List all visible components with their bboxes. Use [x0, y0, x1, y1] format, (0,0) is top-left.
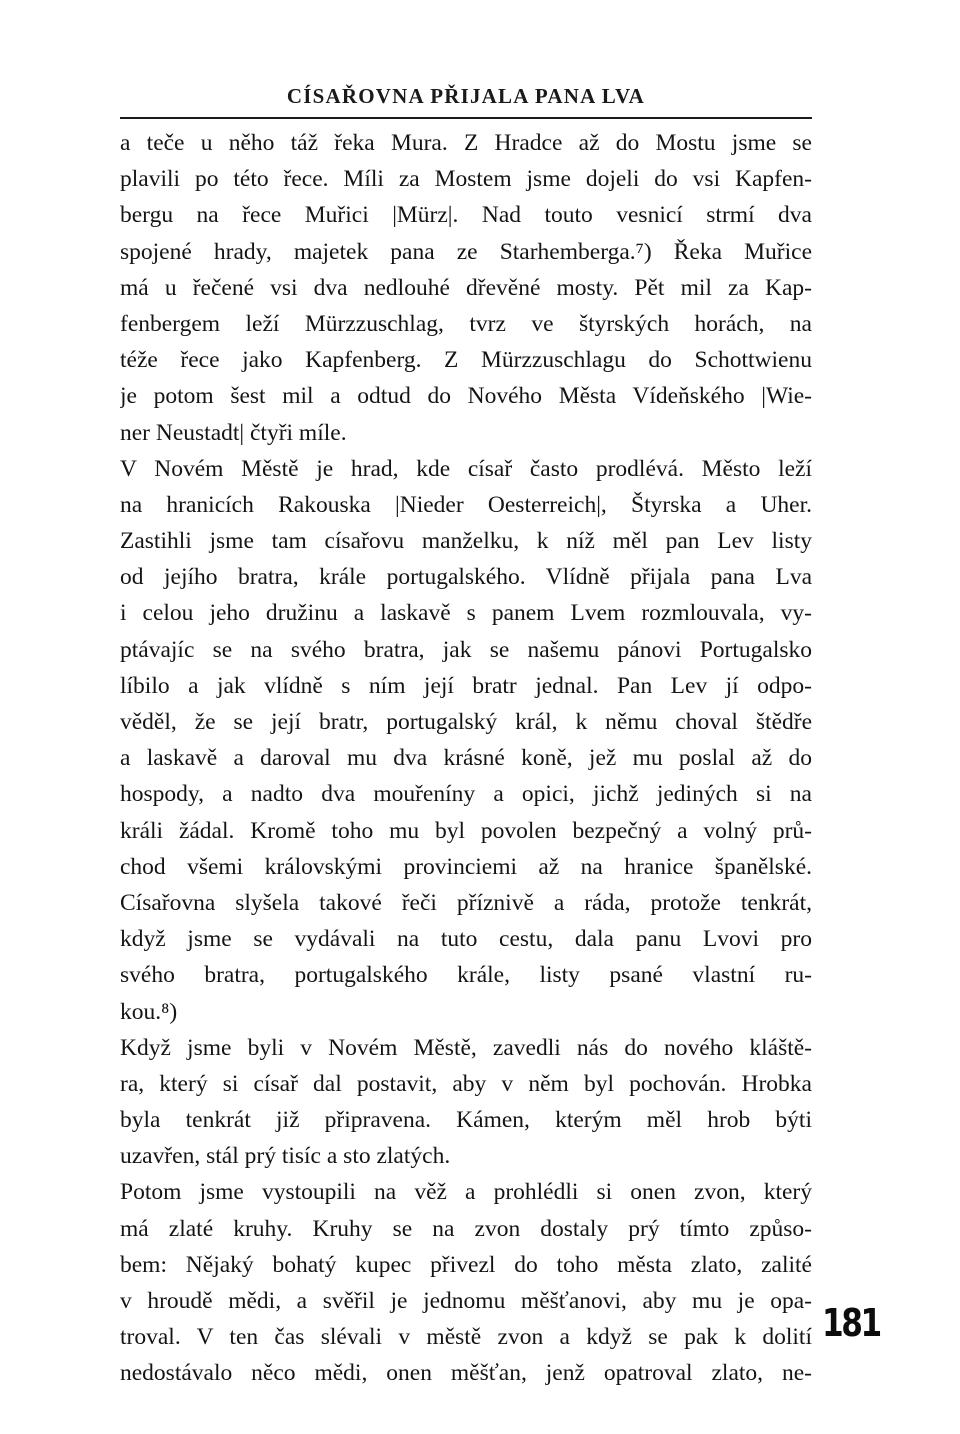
text-line: má zlaté kruhy. Kruhy se na zvon dostaly prý tímto způso- [120, 1215, 812, 1242]
text-line: od jejího bratra, krále portugalského. Vlídně přijala pana Lva [120, 564, 812, 591]
text-line: V Novém Městě je hrad, kde císař často prodlévá. Město leží [120, 455, 812, 482]
text-line: bem: Nějaký bohatý kupec přivezl do toho města zlato, zalité [120, 1251, 812, 1278]
text-line: chod všemi královskými provinciemi až na hranice španělské. [120, 853, 812, 880]
text-line: kou.⁸) [120, 998, 178, 1025]
text-line: byla tenkrát již připravena. Kámen, kterým měl hrob býti [120, 1107, 812, 1134]
text-line: fenbergem leží Mürzzuschlag, tvrz ve štyrských horách, na [120, 310, 812, 337]
text-line: nedostávalo něco mědi, onen měšťan, jenž opatroval zlato, ne- [120, 1360, 812, 1387]
text-line: spojené hrady, majetek pana ze Starhemberga.⁷) Řeka Muřice [120, 238, 812, 265]
text-line: a laskavě a daroval mu dva krásné koně, jež mu poslal až do [120, 745, 812, 772]
text-line: ner Neustadt| čtyři míle. [120, 419, 347, 446]
text-line: Zastihli jsme tam císařovu manželku, k níž měl pan Lev listy [120, 528, 812, 555]
text-line: ra, který si císař dal postavit, aby v něm byl pochován. Hrobka [120, 1070, 812, 1097]
text-line: Císařovna slyšela takové řeči příznivě a ráda, protože tenkrát, [120, 889, 812, 916]
header-rule [120, 117, 812, 119]
text-line: je potom šest mil a odtud do Nového Města Vídeňského |Wie- [120, 383, 812, 410]
text-line: hospody, a nadto dva mouřeníny a opici, jichž jediných si na [120, 781, 812, 808]
text-line: uzavřen, stál prý tisíc a sto zlatých. [120, 1143, 451, 1170]
text-line: Když jsme byli v Novém Městě, zavedli nás do nového kláště- [120, 1034, 812, 1061]
text-line: i celou jeho družinu a laskavě s panem Lvem rozmlouvala, vy- [120, 600, 812, 627]
text-line: plavili po této řece. Míli za Mostem jsme dojeli do vsi Kapfen- [120, 166, 812, 193]
text-line: líbilo a jak vlídně s ním její bratr jednal. Pan Lev jí odpo- [120, 672, 812, 699]
text-line: věděl, že se její bratr, portugalský král, k němu choval štědře [120, 709, 812, 735]
text-line: a teče u něho táž řeka Mura. Z Hradce až do Mostu jsme se [120, 130, 812, 156]
text-line: téže řece jako Kapfenberg. Z Mürzzuschlagu do Schottwienu [120, 347, 812, 374]
text-line: na hranicích Rakouska |Nieder Oesterreich|, Štyrska a Uher. [120, 491, 812, 518]
text-line: troval. V ten čas slévali v městě zvon a když se pak k dolití [120, 1324, 812, 1351]
text-line: má u řečené vsi dva nedlouhé dřevěné mosty. Pět mil za Kap- [120, 274, 812, 301]
running-head-title: CÍSAŘOVNA PŘIJALA PANA LVA [286, 84, 646, 108]
text-line: v hroudě mědi, a svěřil je jednomu měšťanovi, aby mu je opa- [120, 1288, 812, 1314]
text-line: Potom jsme vystoupili na věž a prohlédli si onen zvon, který [120, 1179, 812, 1206]
text-line: ptávajíc se na svého bratra, jak se našemu pánovi Portugalsko [120, 636, 812, 663]
text-line: svého bratra, portugalského krále, listy psané vlastní ru- [120, 962, 812, 989]
page-number: 181 [822, 1301, 880, 1345]
text-line: králi žádal. Kromě toho mu byl povolen bezpečný a volný prů- [120, 817, 812, 844]
text-line: když jsme se vydávali na tuto cestu, dala panu Lvovi pro [120, 926, 812, 953]
body-text [120, 125, 812, 1392]
text-line: bergu na řece Muřici |Mürz|. Nad touto vesnicí strmí dva [120, 202, 812, 229]
